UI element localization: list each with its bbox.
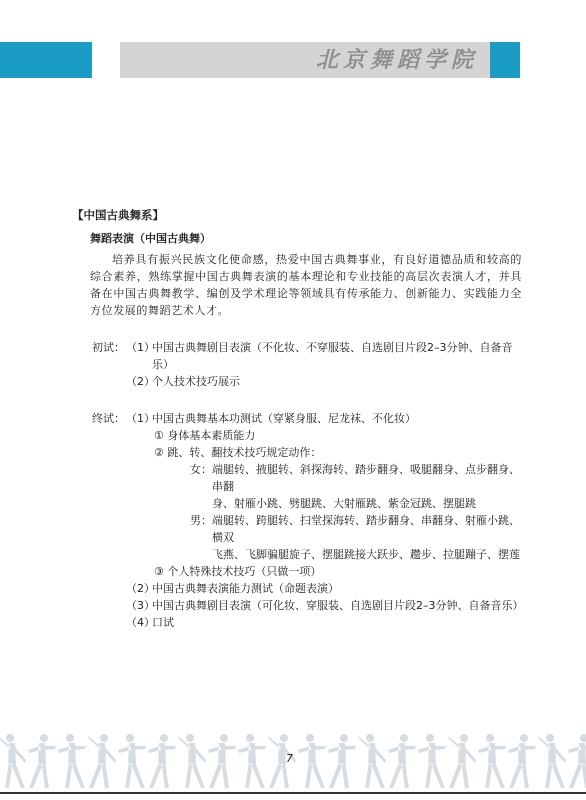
female-requirements-cont: 身、射雁小跳、劈腿跳、大射雁跳、紫金冠跳、摆腿跳 bbox=[212, 497, 476, 510]
dancer-silhouette bbox=[388, 734, 416, 788]
school-name-logo: 北京舞蹈学院 bbox=[316, 47, 479, 73]
final-subitem: ③ 个人特殊技术技巧（只做一项） bbox=[154, 565, 322, 578]
dancer-silhouette bbox=[508, 734, 536, 788]
section-title: 【中国古典舞系】 bbox=[72, 208, 164, 222]
female-requirements: 女： 端腿转、掖腿转、斜探海转、踏步翻身、吸腿翻身、点步翻身、串翻 bbox=[92, 461, 522, 495]
male-requirements: 男： 端腿转、跨腿转、扫堂探海转、踏步翻身、串翻身、射雁小跳、横双 bbox=[92, 512, 522, 546]
final-exam bbox=[72, 410, 522, 631]
final-item: （4） 口试 bbox=[126, 616, 174, 629]
page-number: 7 bbox=[286, 752, 293, 765]
major-title: 舞蹈表演（中国古典舞） bbox=[90, 232, 211, 245]
dancer-silhouette bbox=[118, 734, 146, 788]
preliminary-exam bbox=[72, 339, 522, 390]
final-subitem: ① 身体基本素质能力 bbox=[154, 429, 256, 442]
dancer-silhouette bbox=[568, 734, 586, 788]
preliminary-item: 初试： （1） 中国古典舞剧目表演（不化妆、不穿服装、自选剧目片段2–3分钟、自备音乐） bbox=[92, 341, 513, 371]
dancer-silhouette bbox=[0, 734, 26, 788]
dancer-silhouette bbox=[238, 734, 266, 788]
dancer-silhouette bbox=[478, 734, 506, 788]
male-requirements-cont: 飞燕、飞脚骗腿旋子、摆腿跳接大跃步、趱步、拉腿蹦子、摆莲 bbox=[212, 548, 520, 561]
dancer-silhouette bbox=[88, 734, 116, 788]
dancer-silhouette bbox=[208, 734, 236, 788]
dancer-silhouette bbox=[298, 734, 326, 788]
dancer-silhouettes-decoration bbox=[0, 728, 586, 790]
final-item: （2） 中国古典舞表演能力测试（命题表演） bbox=[126, 582, 339, 595]
dancer-silhouette bbox=[418, 734, 446, 788]
dancer-silhouette bbox=[148, 734, 176, 788]
dancer-silhouette bbox=[28, 734, 56, 788]
final-item: （3） 中国古典舞剧目表演（可化妆、穿服装、自选剧目片段2–3分钟、自备音乐） bbox=[126, 599, 524, 612]
final-label: 终试： bbox=[92, 412, 125, 425]
dancer-silhouette bbox=[178, 734, 206, 788]
dancer-silhouette bbox=[448, 734, 476, 788]
final-item: 终试： （1） 中国古典舞基本功测试（穿紧身服、尼龙袜、不化妆） bbox=[92, 412, 416, 425]
female-label: 女： bbox=[190, 463, 212, 476]
dancer-silhouette bbox=[328, 734, 356, 788]
final-subitem: ② 跳、转、翻技术技巧规定动作： bbox=[154, 446, 322, 459]
page-content bbox=[72, 207, 522, 631]
dancer-silhouette bbox=[538, 734, 566, 788]
header-band-right bbox=[490, 42, 520, 78]
dancer-silhouette bbox=[358, 734, 386, 788]
major-introduction: 培养具有振兴民族文化使命感，热爱中国古典舞事业，有良好道德品质和较高的综合素养，熟练掌握中国古典舞表演的基本理论和专业技能的高层次表演人才，并具备在中国古典舞教学、编创及学术理论等领域具有传承能力、创新能力、实践能力全方位发展的舞蹈艺术人才。 bbox=[90, 253, 522, 317]
header-band-left bbox=[0, 42, 92, 78]
preliminary-label: 初试： bbox=[92, 341, 125, 354]
dancer-silhouette bbox=[58, 734, 86, 788]
preliminary-item: （2） 个人技术技巧展示 bbox=[126, 375, 240, 388]
male-label: 男： bbox=[190, 514, 212, 527]
footer-rule bbox=[0, 792, 586, 794]
